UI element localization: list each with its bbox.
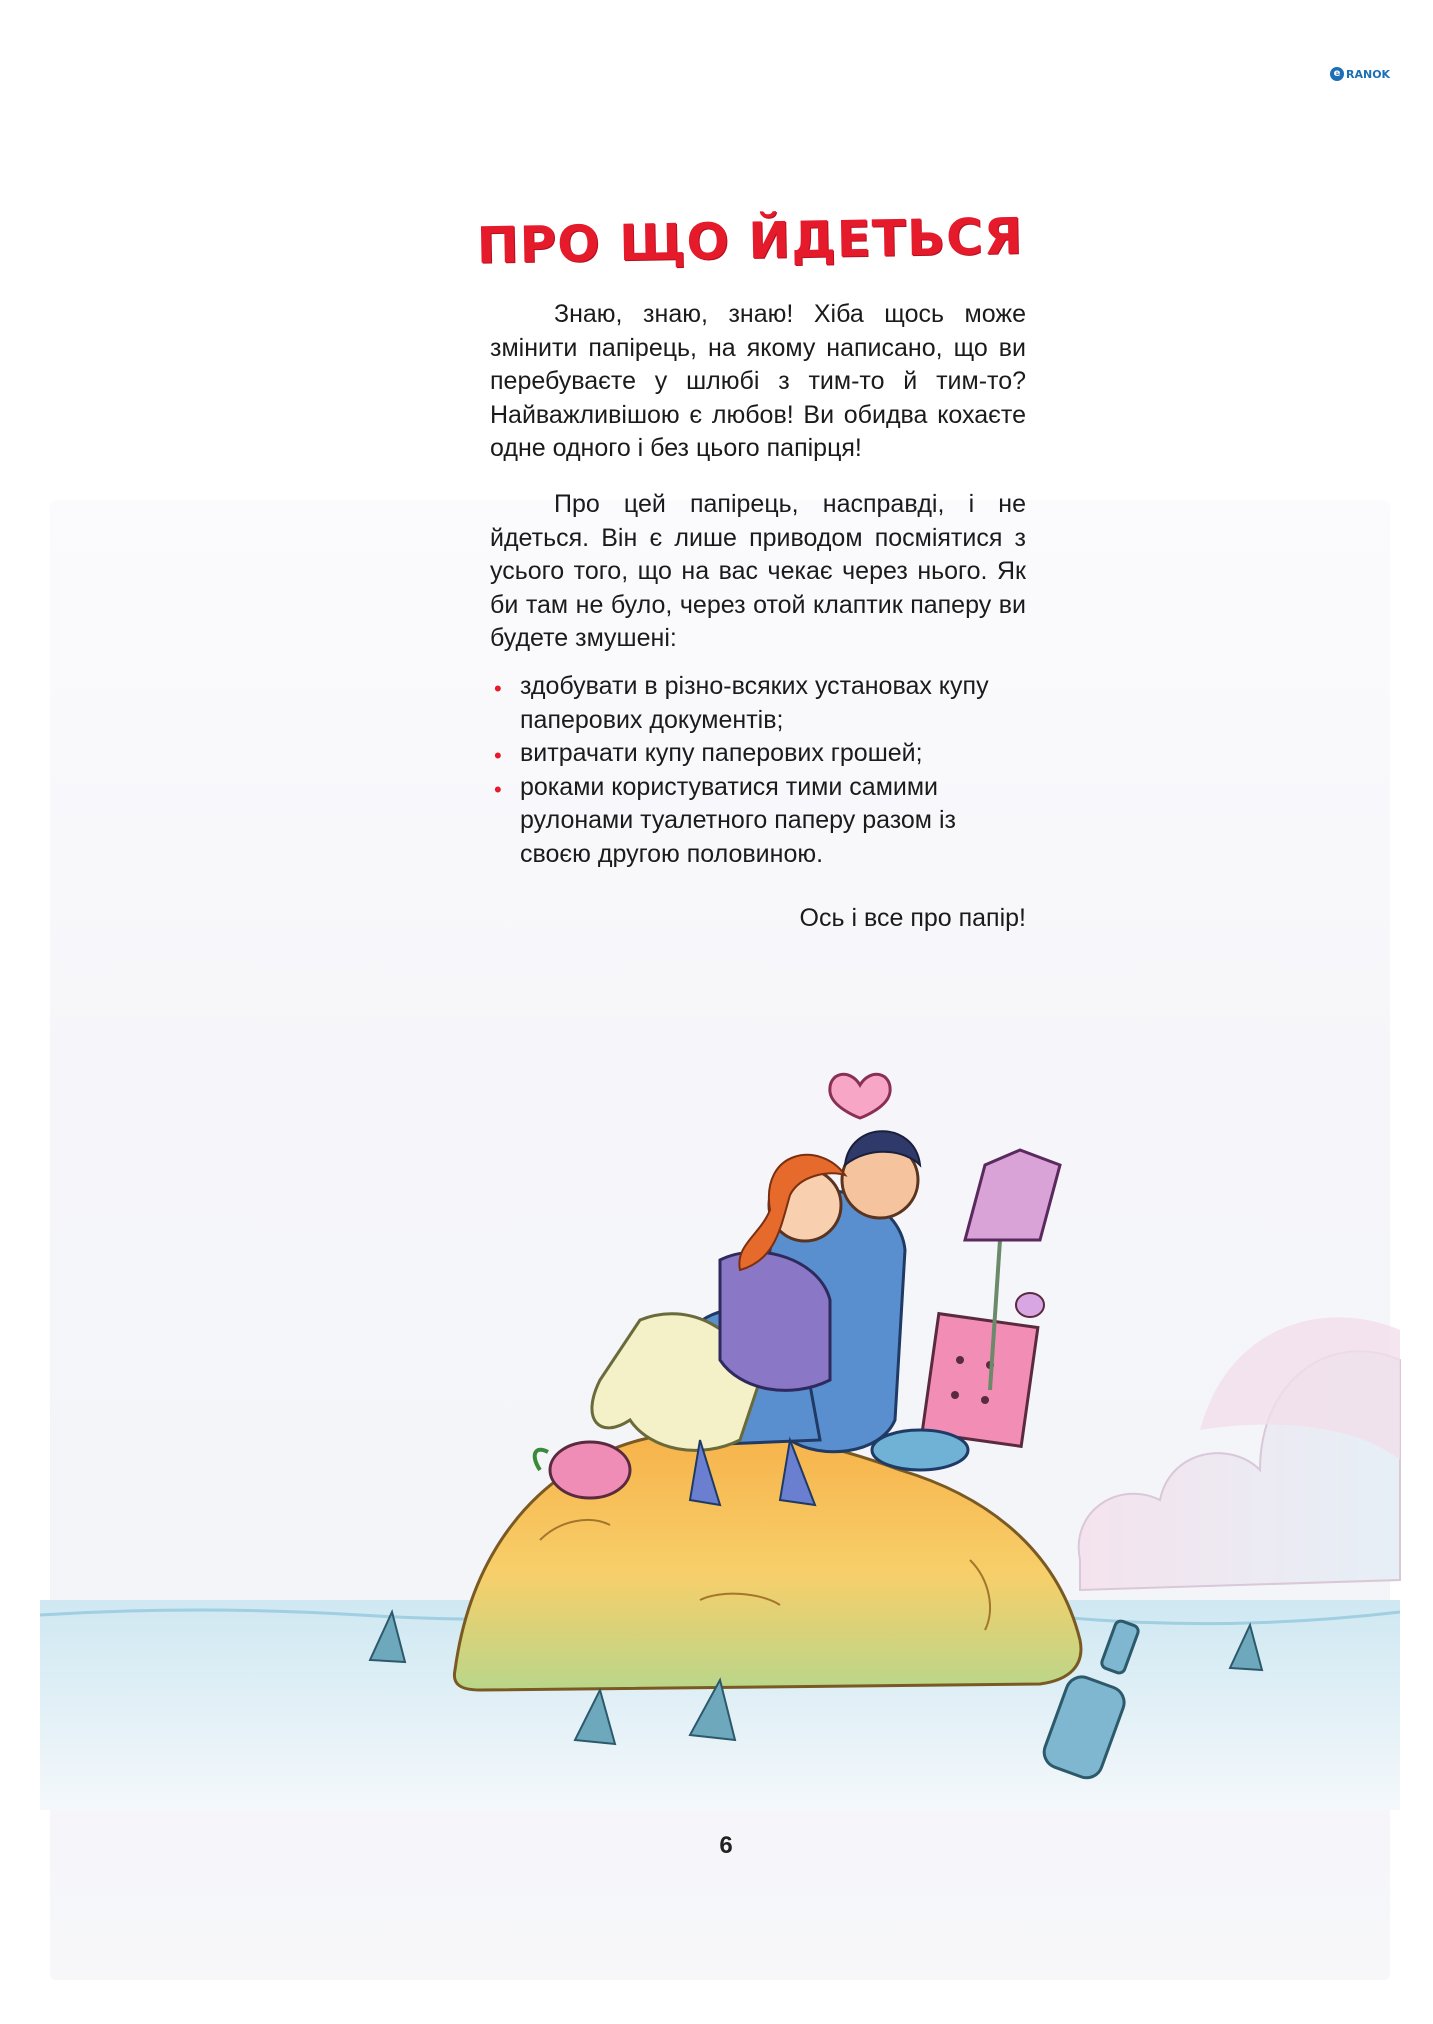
page-number: 6 [719,1832,733,1859]
dresser-icon [922,1293,1044,1446]
bullet-dot-icon: • [494,743,502,769]
logo-text: RANOK [1346,67,1391,81]
paragraph-2: Про цей папірець, насправді, і не йдеться. Він є лише приводом посміятися з усього того, що на вас чекає через нього. Як би там не було, через отой клаптик паперу ви будете змушені: [490,489,1026,653]
body-text [490,298,1026,935]
publisher-logo [1330,64,1390,84]
paragraph-1: Знаю, знаю, знаю! Хіба щось може змінити папірець, на якому написано, що ви перебуваєте у шлюбі з тим-то й тим-то? Найважливішою є любов! Ви обидва кохаєте одне одного і без цього папірця! [490,300,1026,463]
list-item: • витрачати купу паперових грошей; [490,737,1026,771]
island-icon [454,1432,1081,1690]
logo-letter-icon: e [1330,67,1344,81]
list-item: • роками користуватися тими самими рулонами туалетного паперу разом із своєю другою половиною. [494,772,956,868]
bullet-dot-icon: • [494,675,502,701]
island-illustration [0,1000,1433,1850]
page-title: ПРО ЩО ЙДЕТЬСЯ [476,207,1024,275]
cloud-icon [1079,1317,1400,1590]
heart-icon [830,1074,890,1118]
closing-line: Ось і все про папір! [799,903,1026,932]
list-item: • здобувати в різно-всяких установах купу паперових документів; [494,671,989,734]
bullet-dot-icon: • [494,776,502,802]
bullet-list [490,670,1026,872]
